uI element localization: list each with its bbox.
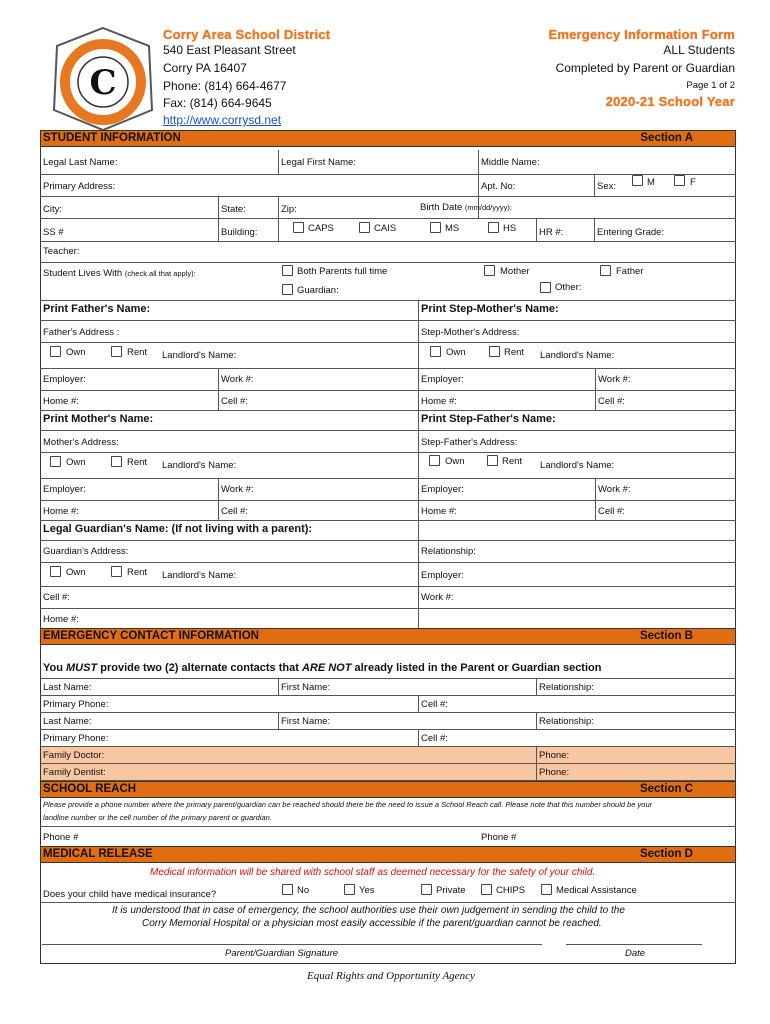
family-dentist-phone-label: Phone: [539,767,570,778]
mother-own-label: Own [66,457,86,468]
both-parents-checkbox[interactable] [282,265,293,276]
district-fax: Fax: (814) 664-9645 [163,96,272,110]
insurance-no-label: No [297,885,310,896]
insurance-private-checkbox[interactable] [421,884,432,895]
completed-by: Completed by Parent or Guardian [555,61,735,75]
mother-employer-label: Employer: [43,484,86,495]
guardian-own-label: Own [66,567,86,578]
mother-name-label: Print Mother's Name: [43,413,154,425]
father-home-label: Home #: [43,396,79,407]
are-not-emphasis: ARE NOT [301,662,352,674]
lives-with-note: (check all that apply): [124,269,196,278]
district-name: Corry Area School District [163,27,331,42]
middle-name-label: Middle Name: [481,157,540,168]
mother-label: Mother [500,266,530,277]
signature-label: Parent/Guardian Signature [225,948,339,959]
family-doctor-label: Family Doctor: [43,750,105,761]
insurance-yes-label: Yes [359,885,375,896]
guardian-cell-label: Cell #: [43,592,70,603]
father-checkbox[interactable] [600,265,611,276]
family-dentist-label: Family Dentist: [43,767,106,778]
family-doctor-row [41,747,735,763]
mother-cell-label: Cell #: [221,506,248,517]
sex-m-label: M [647,177,655,188]
guardian-employer-label: Employer: [421,570,464,581]
section-b-label: Section B [639,630,693,642]
section-d-title: MEDICAL RELEASE [43,848,153,860]
father-cell-label: Cell #: [221,396,248,407]
section-d-label: Section D [639,848,693,860]
school-reach-note-line2: landline number or the cell number of the primary parent or guardian. [43,813,272,822]
caps-checkbox[interactable] [293,222,304,233]
step-father-work-label: Work #: [598,484,631,495]
step-mother-address-label: Step-Mother's Address: [421,327,520,338]
mother-landlord-label: Landlord's Name: [162,460,237,471]
state-label: State: [221,204,246,215]
section-b-title: EMERGENCY CONTACT INFORMATION [43,630,259,642]
school-year: 2020-21 School Year [605,94,735,109]
district-phone: Phone: (814) 664-4677 [163,79,287,93]
section-c-header [40,781,736,798]
school-reach-phone2-label: Phone # [481,832,517,843]
father-label: Father [616,266,644,277]
section-b-header [40,628,736,645]
contact2-cell-label: Cell #: [421,733,448,744]
district-logo [48,24,158,134]
sex-f-label: F [690,177,696,188]
step-mother-own-label: Own [446,347,466,358]
hs-checkbox[interactable] [488,222,499,233]
both-parents-label: Both Parents full time [297,266,388,277]
birth-date-format: (mm/dd/yyyy): [464,203,512,212]
step-mother-rent-checkbox[interactable] [489,346,500,357]
step-mother-landlord-label: Landlord's Name: [540,350,615,361]
section-c-label: Section C [639,783,693,795]
insurance-question: Does your child have medical insurance? [43,889,217,900]
step-father-rent-label: Rent [502,456,523,467]
guardian-name-label: Legal Guardian's Name: (If not living with a parent): [43,523,313,535]
mother-work-label: Work #: [221,484,254,495]
father-work-label: Work #: [221,374,254,385]
family-dentist-row [41,764,735,780]
form-title: Emergency Information Form [548,27,735,42]
insurance-no-checkbox[interactable] [282,884,293,895]
father-address-label: Father's Address : [43,327,120,338]
father-landlord-label: Landlord's Name: [162,350,237,361]
city-label: City: [43,204,62,215]
hr-label: HR #: [539,227,564,238]
father-own-label: Own [66,347,86,358]
sex-m-checkbox[interactable] [632,175,643,186]
ms-label: MS [445,223,460,234]
step-mother-rent-label: Rent [504,347,525,358]
guardian-checkbox[interactable] [282,284,293,295]
step-mother-employer-label: Employer: [421,374,464,385]
father-rent-label: Rent [127,347,148,358]
zip-label: Zip: [281,204,297,215]
signature-line[interactable] [42,944,542,945]
step-father-own-label: Own [445,456,465,467]
step-father-own-checkbox[interactable] [429,455,440,466]
school-reach-phone1-label: Phone # [43,832,79,843]
address-line1: 540 East Pleasant Street [163,43,296,57]
date-line[interactable] [566,944,702,945]
father-employer-label: Employer: [43,374,86,385]
guardian-address-label: Guardian's Address: [43,546,129,557]
section-c-title: SCHOOL REACH [43,783,137,795]
step-mother-name-label: Print Step-Mother's Name: [421,303,559,315]
ms-checkbox[interactable] [430,222,441,233]
must-emphasis: MUST [66,662,98,674]
contact2-first-name-label: First Name: [281,716,331,727]
lives-with-text: Student Lives With [43,268,123,279]
guardian-work-label: Work #: [421,592,454,603]
birth-date-text: Birth Date [420,202,463,213]
step-mother-own-checkbox[interactable] [430,346,441,357]
other-label: Other: [555,282,582,293]
section-d-header [40,846,736,863]
step-father-rent-checkbox[interactable] [487,455,498,466]
guardian-own-checkbox[interactable] [50,566,61,577]
emergency-understanding-line2: Corry Memorial Hospital or a physician most easily accessible if the parent/guardian cannot be reached. [142,918,602,929]
mother-home-label: Home #: [43,506,79,517]
primary-address-label: Primary Address: [43,181,116,192]
section-b-instruction: You MUST provide two (2) alternate contacts that ARE NOT already listed in the Parent or Guardian section [43,662,602,674]
cais-label: CAIS [374,223,397,234]
section-a-label: Section A [640,132,693,144]
svg-text:C: C [89,63,117,103]
medical-shared-note: Medical information will be shared with school staff as deemed necessary for the safety of your child. [150,867,596,878]
apt-no-label: Apt. No: [481,181,516,192]
father-own-checkbox[interactable] [50,346,61,357]
ss-label: SS # [43,227,64,238]
section-a-title: STUDENT INFORMATION [43,132,181,144]
guardian-label: Guardian: [297,285,339,296]
contact1-primary-phone-label: Primary Phone: [43,699,109,710]
cais-checkbox[interactable] [359,222,370,233]
insurance-yes-checkbox[interactable] [344,884,355,895]
page-number: Page 1 of 2 [686,80,735,91]
step-mother-work-label: Work #: [598,374,631,385]
mother-rent-label: Rent [127,457,148,468]
guardian-landlord-label: Landlord's Name: [162,570,237,581]
sex-f-checkbox[interactable] [674,175,685,186]
audience: ALL Students [663,43,735,57]
step-mother-cell-label: Cell #: [598,396,625,407]
other-checkbox[interactable] [540,282,551,293]
insurance-medical-assistance-label: Medical Assistance [556,885,637,896]
step-father-home-label: Home #: [421,506,457,517]
father-rent-checkbox[interactable] [111,346,122,357]
guardian-relationship-label: Relationship: [421,546,476,557]
step-mother-home-label: Home #: [421,396,457,407]
contact1-first-name-label: First Name: [281,682,331,693]
insurance-chips-checkbox[interactable] [481,884,492,895]
guardian-rent-label: Rent [127,567,148,578]
school-reach-note-line1: Please provide a phone number where the primary parent/guardian can be reached should there be the need to issue a School Reach call. Please note that this number should be your [43,800,653,809]
contact2-last-name-label: Last Name: [43,716,92,727]
contact2-primary-phone-label: Primary Phone: [43,733,109,744]
step-father-employer-label: Employer: [421,484,464,495]
guardian-home-label: Home #: [43,614,79,625]
legal-last-name-label: Legal Last Name: [43,157,118,168]
lives-with-label [43,268,196,280]
contact1-relationship-label: Relationship: [539,682,594,693]
mother-rent-checkbox[interactable] [111,456,122,467]
insurance-private-label: Private [436,885,466,896]
legal-first-name-label: Legal First Name: [281,157,356,168]
step-father-landlord-label: Landlord's Name: [540,460,615,471]
form-frame [40,130,736,964]
step-father-address-label: Step-Father's Address: [421,437,518,448]
mother-address-label: Mother's Address: [43,437,119,448]
teacher-label: Teacher: [43,246,80,257]
date-label: Date [625,948,646,959]
address-line2: Corry PA 16407 [163,61,247,75]
contact1-last-name-label: Last Name: [43,682,92,693]
step-father-name-label: Print Step-Father's Name: [421,413,556,425]
contact1-cell-label: Cell #: [421,699,448,710]
mother-checkbox[interactable] [484,265,495,276]
entering-grade-label: Entering Grade: [597,227,665,238]
emergency-understanding-line1: It is understood that in case of emergency, the school authorities use their own judgement in sending the child to the [112,905,625,916]
birth-date-label [420,202,512,214]
hs-label: HS [503,223,517,234]
sex-label: Sex: [597,181,617,192]
section-a-header [40,130,736,147]
district-website-link[interactable]: http://www.corrysd.net [163,113,282,127]
father-name-label: Print Father's Name: [43,303,151,315]
insurance-chips-label: CHIPS [496,885,526,896]
family-doctor-phone-label: Phone: [539,750,570,761]
guardian-rent-checkbox[interactable] [111,566,122,577]
mother-own-checkbox[interactable] [50,456,61,467]
building-label: Building: [221,227,258,238]
insurance-medical-assistance-checkbox[interactable] [541,884,552,895]
contact2-relationship-label: Relationship: [539,716,594,727]
equal-rights-footer: Equal Rights and Opportunity Agency [307,970,475,982]
caps-label: CAPS [308,223,334,234]
step-father-cell-label: Cell #: [598,506,625,517]
